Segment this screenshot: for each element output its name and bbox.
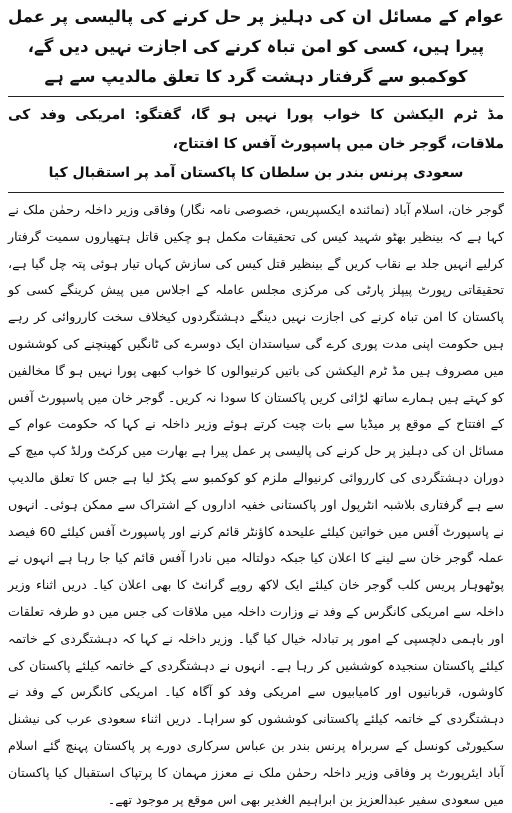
- headline-line-1: عوام کے مسائل ان کی دہلیز پر حل کرنے کی پالیسی پر عمل پیرا ہیں، کسی کو امن تباہ کرنے کی اجازت نہیں دیں گے،: [8, 7, 504, 56]
- subheadline-line-2: سعودی پرنس بندر بن سلطان کا پاکستان آمد پر استقبال کیا: [48, 165, 464, 181]
- subheadlines: [8, 101, 504, 188]
- subheadline-divider: [8, 192, 504, 193]
- headline: [8, 2, 504, 92]
- subheadline-line-1: مڈ ٹرم الیکشن کا خواب پورا نہیں ہو گا، گفتگو: امریکی وفد کی ملاقات، گوجر خان میں پاسپورٹ آفس کا افتتاح،: [8, 107, 504, 152]
- headline-line-2: کوکمبو سے گرفتار دہشت گرد کا تعلق مالدیپ سے ہے: [44, 67, 468, 86]
- article-paragraph: گوجر خان، اسلام آباد (نمائندہ ایکسپریس، خصوصی نامہ نگار) وفاقی وزیر داخلہ رحمٰن ملک نے کہا ہے کہ بینظیر بھٹو شہید کیس کی تحقیقات مکمل ہو چکیں قاتل ہتھیاروں سمیت گرفتار کرلیے انہیں جلد بے نقاب کریں گے بینظیر قتل کیس کی سازش کہاں تیار ہوئی پتہ چل گیا ہے، تحقیقاتی رپورٹ پیپلز پارٹی کی مرکزی مجلس عاملہ کے اجلاس میں پیش کرینگے کسی کو پاکستان کا امن تباہ کرنے کی اجازت نہیں دینگے دہشتگردوں کیخلاف سخت کارروائی کر رہے ہیں حکومت اپنی مدت پوری کرے گی سیاستدان ایک دوسرے کی ٹانگیں کھینچنے کی کوششوں میں مصروف ہیں مڈ ٹرم الیکشن کی باتیں کرنیوالوں کا خواب کبھی پورا نہیں ہو گا مخالفین کو کہتے ہیں ہمارے ساتھ لڑائی کریں پاکستان کا سودا نہ کریں۔ گوجر خان میں پاسپورٹ آفس کے افتتاح کے موقع پر میڈیا سے بات چیت کرتے ہوئے وزیر داخلہ نے کہا کہ حکومت عوام کے مسائل ان کی دہلیز پر حل کرنے کی پالیسی پر عمل پیرا ہے بھارت میں کرکٹ ورلڈ کپ میچ کے دوران دہشتگردی کی کارروائی کرنیوالے ملزم کو کوکمبو سے پکڑ لیا ہے جس کا تعلق مالدیپ سے ہے گرفتاری بلاشبہ انٹرپول اور پاکستانی خفیہ اداروں کے اشتراک سے ممکن ہوئی۔ انہوں نے پاسپورٹ آفس میں خواتین کیلئے علیحدہ کاؤنٹر قائم کرنے اور پاسپورٹ آفس کیلئے 60 فیصد عملہ گوجر خان سے لینے کا اعلان کیا جبکہ دولتالہ میں نادرا آفس قائم کیا جا رہا ہے انہوں نے پوٹھوہار پریس کلب گوجر خان کیلئے ایک لاکھ روپے گرانٹ کا بھی اعلان کیا۔ دریں اثناء وزیر داخلہ سے امریکی کانگرس کے وفد نے وزارت داخلہ میں ملاقات کی جس میں دو طرفہ تعلقات اور باہمی دلچسپی کے امور پر تبادلہ خیال کیا گیا۔ وزیر داخلہ نے کہا کہ دہشتگردی کے خاتمہ کیلئے پاکستان سنجیدہ کوششیں کر رہا ہے۔ انہوں نے دہشتگردی کے خاتمہ کیلئے پاکستان کی کاوشوں، قربانیوں اور کامیابیوں سے امریکی وفد کو آگاہ کیا۔ امریکی کانگرس کے وفد نے دہشتگردی کے خاتمہ کیلئے پاکستانی کوششوں کو سراہا۔ دریں اثناء سعودی عرب کی نیشنل سکیورٹی کونسل کے سربراہ پرنس بندر بن عباس سرکاری دورے پر پاکستان پہنچ گئے اسلام آباد ایئرپورٹ پر وفاقی وزیر داخلہ رحمٰن ملک نے معزز مہمان کا پرتپاک استقبال کیا پاکستان میں سعودی سفیر عبدالعزیز بن ابراہیم الغدیر بھی اس موقع پر موجود تھے۔: [8, 202, 505, 807]
- headline-divider: [8, 96, 504, 97]
- article-body: [8, 197, 504, 813]
